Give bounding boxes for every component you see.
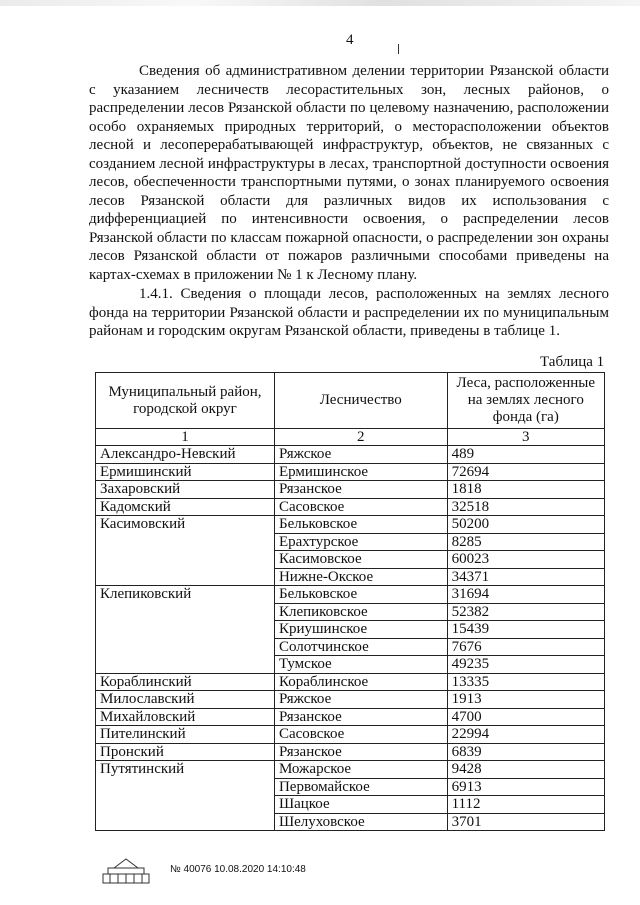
table-row bbox=[96, 551, 605, 569]
cell-area: 15439 bbox=[447, 621, 604, 639]
cell-area: 31694 bbox=[447, 586, 604, 604]
cell-area: 52382 bbox=[447, 603, 604, 621]
cell-district: Пронский bbox=[96, 743, 275, 761]
cell-district bbox=[96, 638, 275, 656]
document-registration-info: № 40076 10.08.2020 14:10:48 bbox=[170, 864, 306, 875]
cell-forestry: Ермишинское bbox=[274, 463, 447, 481]
cell-area: 34371 bbox=[447, 568, 604, 586]
column-number-row bbox=[96, 429, 605, 446]
forest-area-table bbox=[95, 372, 605, 831]
cell-area: 13335 bbox=[447, 673, 604, 691]
cell-district: Пителинский bbox=[96, 726, 275, 744]
cell-area: 8285 bbox=[447, 533, 604, 551]
cell-forestry: Ряжское bbox=[274, 691, 447, 709]
cell-forestry: Рязанское bbox=[274, 743, 447, 761]
table-row bbox=[96, 796, 605, 814]
cell-forestry: Рязанское bbox=[274, 481, 447, 499]
cell-district bbox=[96, 656, 275, 674]
cell-forestry: Клепиковское bbox=[274, 603, 447, 621]
scan-edge-artifact bbox=[0, 0, 640, 6]
cell-district bbox=[96, 813, 275, 831]
document-seal-stamp bbox=[100, 856, 152, 886]
cell-forestry: Шелуховское bbox=[274, 813, 447, 831]
table-row bbox=[96, 656, 605, 674]
section-paragraph: 1.4.1. Сведения о площади лесов, расположенных на землях лесного фонда на территории Рязанской области и распределении их по муниципальным районам и городским округам Рязанской области, приведены в таблице 1. bbox=[89, 286, 609, 339]
table-row bbox=[96, 568, 605, 586]
cell-forestry: Солотчинское bbox=[274, 638, 447, 656]
table-row bbox=[96, 673, 605, 691]
cell-area: 3701 bbox=[447, 813, 604, 831]
header-forestry: Лесничество bbox=[274, 373, 447, 429]
table-row bbox=[96, 726, 605, 744]
cell-district bbox=[96, 568, 275, 586]
table-row bbox=[96, 498, 605, 516]
column-number: 1 bbox=[96, 429, 275, 446]
cell-area: 72694 bbox=[447, 463, 604, 481]
cell-area: 1818 bbox=[447, 481, 604, 499]
table-row bbox=[96, 638, 605, 656]
page-number: 4 bbox=[346, 32, 354, 48]
table-row bbox=[96, 533, 605, 551]
cell-district bbox=[96, 551, 275, 569]
table-row bbox=[96, 691, 605, 709]
cell-area: 49235 bbox=[447, 656, 604, 674]
cell-district: Захаровский bbox=[96, 481, 275, 499]
header-district: Муниципальный район, городской округ bbox=[96, 373, 275, 429]
cell-forestry: Бельковское bbox=[274, 516, 447, 534]
cell-area: 50200 bbox=[447, 516, 604, 534]
table-row bbox=[96, 603, 605, 621]
cell-forestry: Касимовское bbox=[274, 551, 447, 569]
cell-district bbox=[96, 778, 275, 796]
cell-district: Касимовский bbox=[96, 516, 275, 534]
cell-forestry: Шацкое bbox=[274, 796, 447, 814]
cell-district: Клепиковский bbox=[96, 586, 275, 604]
cell-area: 22994 bbox=[447, 726, 604, 744]
cell-district bbox=[96, 603, 275, 621]
cell-area: 6839 bbox=[447, 743, 604, 761]
table-row bbox=[96, 446, 605, 464]
column-number: 2 bbox=[274, 429, 447, 446]
table-row bbox=[96, 621, 605, 639]
cell-district: Александро-Невский bbox=[96, 446, 275, 464]
table-row bbox=[96, 761, 605, 779]
cell-area: 6913 bbox=[447, 778, 604, 796]
table-row bbox=[96, 516, 605, 534]
table-body bbox=[96, 446, 605, 831]
cell-forestry: Сасовское bbox=[274, 498, 447, 516]
table-row bbox=[96, 586, 605, 604]
table-row bbox=[96, 708, 605, 726]
cell-forestry: Ерахтурское bbox=[274, 533, 447, 551]
cell-area: 1913 bbox=[447, 691, 604, 709]
cell-area: 4700 bbox=[447, 708, 604, 726]
cell-forestry: Первомайское bbox=[274, 778, 447, 796]
cell-district bbox=[96, 796, 275, 814]
cell-district: Милославский bbox=[96, 691, 275, 709]
table-row bbox=[96, 743, 605, 761]
scan-mark bbox=[398, 44, 399, 54]
cell-forestry: Рязанское bbox=[274, 708, 447, 726]
column-number: 3 bbox=[447, 429, 604, 446]
table-header-row bbox=[96, 373, 605, 429]
header-area: Леса, расположенные на землях лесного фонда (га) bbox=[447, 373, 604, 429]
table-row bbox=[96, 813, 605, 831]
table-row bbox=[96, 778, 605, 796]
cell-forestry: Можарское bbox=[274, 761, 447, 779]
cell-district bbox=[96, 533, 275, 551]
cell-district: Михайловский bbox=[96, 708, 275, 726]
cell-district: Путятинский bbox=[96, 761, 275, 779]
cell-forestry: Криушинское bbox=[274, 621, 447, 639]
cell-area: 60023 bbox=[447, 551, 604, 569]
cell-forestry: Сасовское bbox=[274, 726, 447, 744]
table-row bbox=[96, 463, 605, 481]
cell-forestry: Бельковское bbox=[274, 586, 447, 604]
table-caption: Таблица 1 bbox=[540, 354, 605, 370]
cell-area: 1112 bbox=[447, 796, 604, 814]
cell-district bbox=[96, 621, 275, 639]
cell-area: 32518 bbox=[447, 498, 604, 516]
cell-area: 9428 bbox=[447, 761, 604, 779]
cell-area: 7676 bbox=[447, 638, 604, 656]
cell-forestry: Нижне-Окское bbox=[274, 568, 447, 586]
cell-forestry: Ряжское bbox=[274, 446, 447, 464]
cell-district: Кораблинский bbox=[96, 673, 275, 691]
cell-forestry: Кораблинское bbox=[274, 673, 447, 691]
cell-district: Ермишинский bbox=[96, 463, 275, 481]
cell-area: 489 bbox=[447, 446, 604, 464]
intro-paragraph: Сведения об административном делении территории Рязанской области с указанием лесничеств лесорастительных зон, лесных районов, о распределении лесов Рязанской области по целевому назначению, расположении особо охраняемых природных территорий, о месторасположении объектов лесной и лесоперерабатывающей инфраструктур, объектов, не связанных с созданием лесной инфраструктуры в лесах, транспортной доступности освоения лесов, обеспеченности транспортными путями, о зонах планируемого освоения лесов Рязанской области для различных видов их использования с дифференциацией по интенсивности освоения, о распределении лесов Рязанской области по классам пожарной опасности, о распределении зон охраны лесов Рязанской области от пожаров различными способами приведены на картах-схемах в приложении № 1 к Лесному плану. bbox=[89, 63, 609, 283]
cell-forestry: Тумское bbox=[274, 656, 447, 674]
table-row bbox=[96, 481, 605, 499]
cell-district: Кадомский bbox=[96, 498, 275, 516]
